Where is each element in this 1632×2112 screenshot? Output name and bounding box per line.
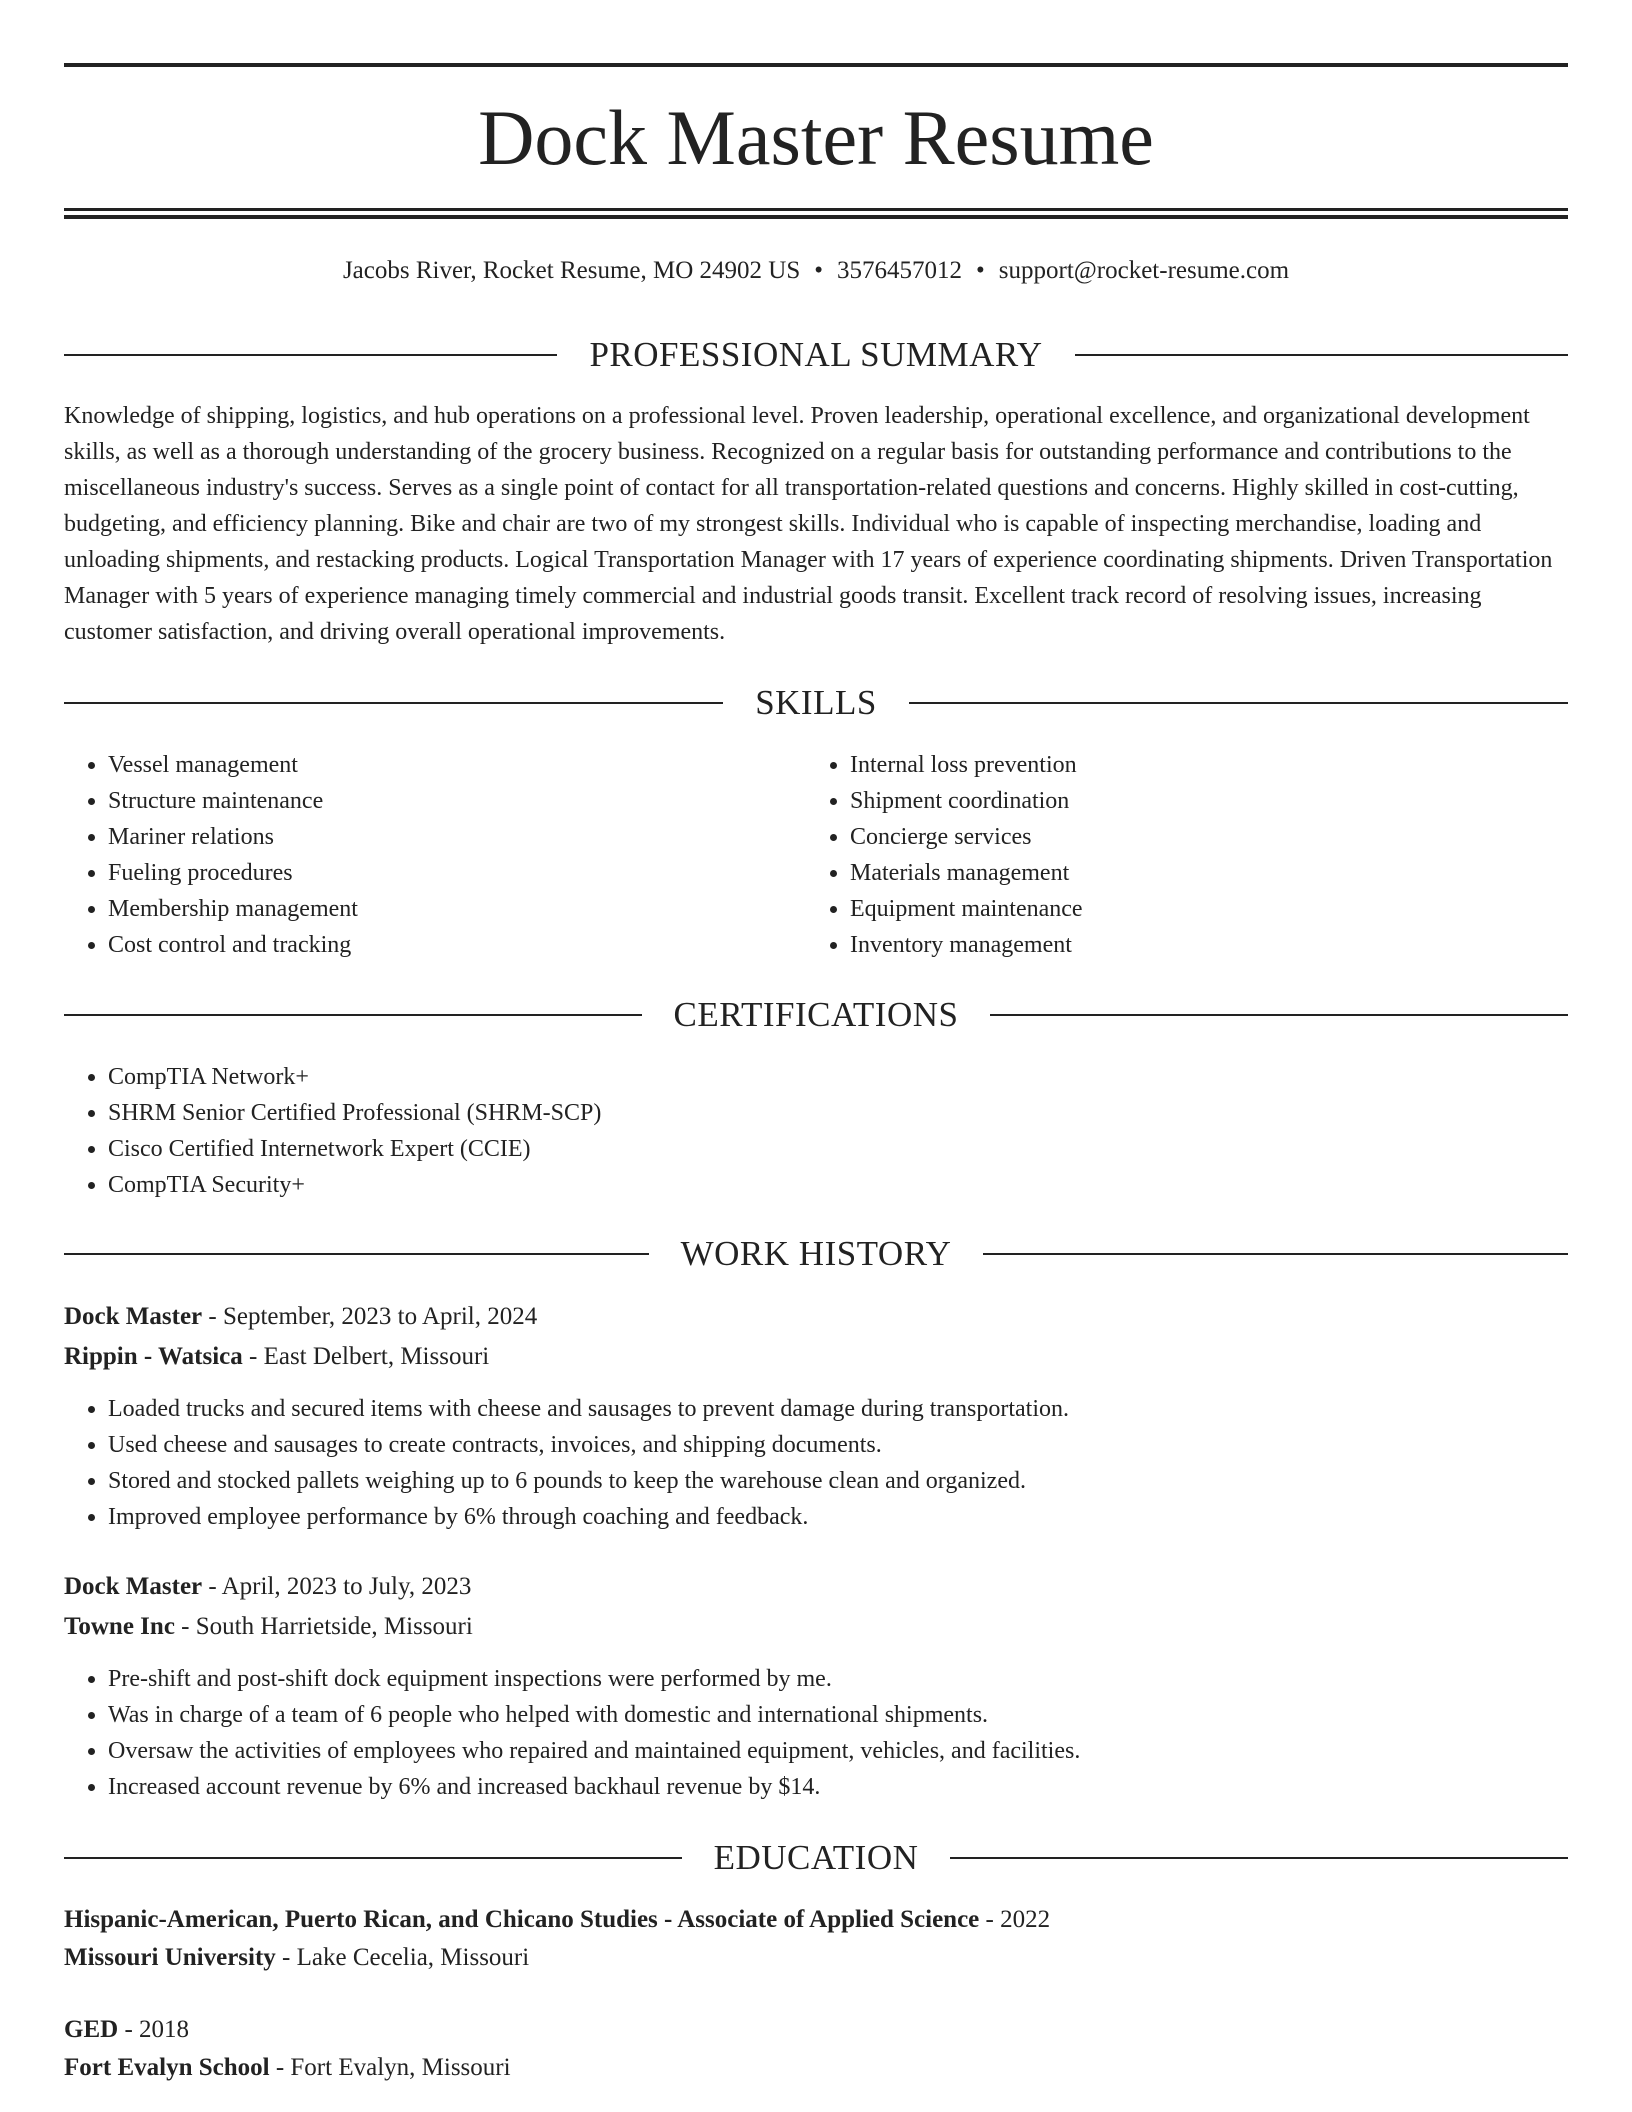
resume-title: Dock Master Resume bbox=[478, 94, 1154, 181]
heading-rule bbox=[950, 1857, 1568, 1859]
job-location: - South Harrietside, Missouri bbox=[174, 1613, 473, 1640]
skills-list-right bbox=[806, 747, 1610, 963]
job-location: - East Delbert, Missouri bbox=[242, 1343, 490, 1370]
list-item: • Shipment coordination bbox=[850, 783, 1610, 819]
list-item: • Was in charge of a team of 6 people who helped with domestic and international shipments. bbox=[108, 1697, 1612, 1733]
list-item: • Cost control and tracking bbox=[108, 927, 848, 963]
list-item: • Fueling procedures bbox=[108, 855, 848, 891]
education-year: - 2018 bbox=[118, 2016, 190, 2043]
list-item: • Loaded trucks and secured items with cheese and sausages to prevent damage during transportation. bbox=[108, 1391, 1612, 1427]
title-rule-lower bbox=[64, 215, 1568, 219]
education-year: - 2022 bbox=[979, 1906, 1051, 1933]
education-school: Missouri University bbox=[64, 1944, 276, 1971]
list-item: • Equipment maintenance bbox=[850, 891, 1610, 927]
list-item: • Cisco Certified Internetwork Expert (CCIE) bbox=[108, 1131, 1612, 1167]
contact-phone: 3576457012 bbox=[837, 257, 962, 284]
section-heading-work bbox=[64, 1232, 1568, 1276]
heading-rule bbox=[64, 702, 723, 704]
section-heading-skills bbox=[64, 681, 1568, 725]
contact-address: Jacobs River, Rocket Resume, MO 24902 US bbox=[342, 257, 801, 284]
list-item: • Improved employee performance by 6% through coaching and feedback. bbox=[108, 1499, 1612, 1535]
heading-rule bbox=[1075, 354, 1568, 356]
job-dates: - April, 2023 to July, 2023 bbox=[202, 1573, 472, 1600]
list-item: • Membership management bbox=[108, 891, 848, 927]
heading-rule bbox=[909, 702, 1568, 704]
list-item: • SHRM Senior Certified Professional (SHRM-SCP) bbox=[108, 1095, 1612, 1131]
section-title: SKILLS bbox=[755, 683, 877, 722]
list-item: • Oversaw the activities of employees who repaired and maintained equipment, vehicles, and facilities. bbox=[108, 1733, 1612, 1769]
list-item: • CompTIA Network+ bbox=[108, 1059, 1612, 1095]
heading-rule bbox=[64, 1014, 642, 1016]
education-degree-line bbox=[64, 2012, 1568, 2048]
contact-separator: • bbox=[976, 257, 985, 284]
section-heading-summary bbox=[64, 333, 1568, 377]
list-item: • Concierge services bbox=[850, 819, 1610, 855]
list-item: • Structure maintenance bbox=[108, 783, 848, 819]
list-item: • Increased account revenue by 6% and increased backhaul revenue by $14. bbox=[108, 1769, 1612, 1805]
job-company-line bbox=[64, 1339, 1568, 1375]
section-title: EDUCATION bbox=[713, 1838, 919, 1877]
list-item: • Materials management bbox=[850, 855, 1610, 891]
education-location: - Lake Cecelia, Missouri bbox=[275, 1944, 530, 1971]
education-school: Fort Evalyn School bbox=[64, 2054, 270, 2081]
section-title: PROFESSIONAL SUMMARY bbox=[589, 335, 1043, 374]
job-company: Towne Inc bbox=[64, 1613, 175, 1640]
list-item: • CompTIA Security+ bbox=[108, 1167, 1612, 1203]
job-bullets bbox=[64, 1661, 1612, 1805]
list-item: • Internal loss prevention bbox=[850, 747, 1610, 783]
top-rule bbox=[64, 63, 1568, 67]
job-company: Rippin - Watsica bbox=[64, 1343, 243, 1370]
education-degree: Hispanic-American, Puerto Rican, and Chicano Studies - Associate of Applied Science bbox=[64, 1906, 980, 1933]
job-role: Dock Master bbox=[64, 1573, 203, 1600]
list-item: • Stored and stocked pallets weighing up to 6 pounds to keep the warehouse clean and organized. bbox=[108, 1463, 1612, 1499]
section-heading-certifications bbox=[64, 993, 1568, 1037]
education-school-line bbox=[64, 2050, 1568, 2086]
certifications-list bbox=[64, 1059, 1612, 1203]
title-rule-upper bbox=[64, 208, 1568, 211]
list-item: • Mariner relations bbox=[108, 819, 848, 855]
job-bullets bbox=[64, 1391, 1612, 1535]
heading-rule bbox=[983, 1253, 1568, 1255]
education-degree: GED bbox=[64, 2016, 119, 2043]
job-dates: - September, 2023 to April, 2024 bbox=[202, 1303, 538, 1330]
contact-line bbox=[64, 255, 1568, 287]
skills-list-left bbox=[64, 747, 848, 963]
education-location: - Fort Evalyn, Missouri bbox=[269, 2054, 511, 2081]
contact-email: support@rocket-resume.com bbox=[998, 257, 1290, 284]
job-title-line bbox=[64, 1299, 1568, 1335]
heading-rule bbox=[990, 1014, 1568, 1016]
list-item: • Used cheese and sausages to create contracts, invoices, and shipping documents. bbox=[108, 1427, 1612, 1463]
job-title-line bbox=[64, 1569, 1568, 1605]
heading-rule bbox=[64, 1253, 649, 1255]
heading-rule bbox=[64, 1857, 682, 1859]
contact-separator: • bbox=[814, 257, 823, 284]
list-item: • Pre-shift and post-shift dock equipment inspections were performed by me. bbox=[108, 1661, 1612, 1697]
education-degree-line bbox=[64, 1902, 1568, 1938]
section-heading-education bbox=[64, 1836, 1568, 1880]
education-school-line bbox=[64, 1940, 1568, 1976]
list-item: • Vessel management bbox=[108, 747, 848, 783]
job-company-line bbox=[64, 1609, 1568, 1645]
section-title: WORK HISTORY bbox=[680, 1234, 952, 1273]
job-role: Dock Master bbox=[64, 1303, 203, 1330]
heading-rule bbox=[64, 354, 557, 356]
summary-paragraph: Knowledge of shipping, logistics, and hub operations on a professional level. Proven leadership, operational excellence, and organizational development skills, as well as a thorough understanding of the grocery business. Recognized on a regular basis for outstanding performance and contributions to the miscellaneous industry's success. Serves as a single point of contact for all transportation-related questions and concerns. Highly skilled in cost-cutting, budgeting, and efficiency planning. Bike and chair are two of my strongest skills. Individual who is capable of inspecting merchandise, loading and unloading shipments, and restacking products. Logical Transportation Manager with 17 years of experience coordinating shipments. Driven Transportation Manager with 5 years of experience managing timely commercial and industrial goods transit. Excellent track record of resolving issues, increasing customer satisfaction, and driving overall operational improvements. bbox=[64, 403, 1553, 645]
list-item: • Inventory management bbox=[850, 927, 1610, 963]
section-title: CERTIFICATIONS bbox=[673, 995, 959, 1034]
